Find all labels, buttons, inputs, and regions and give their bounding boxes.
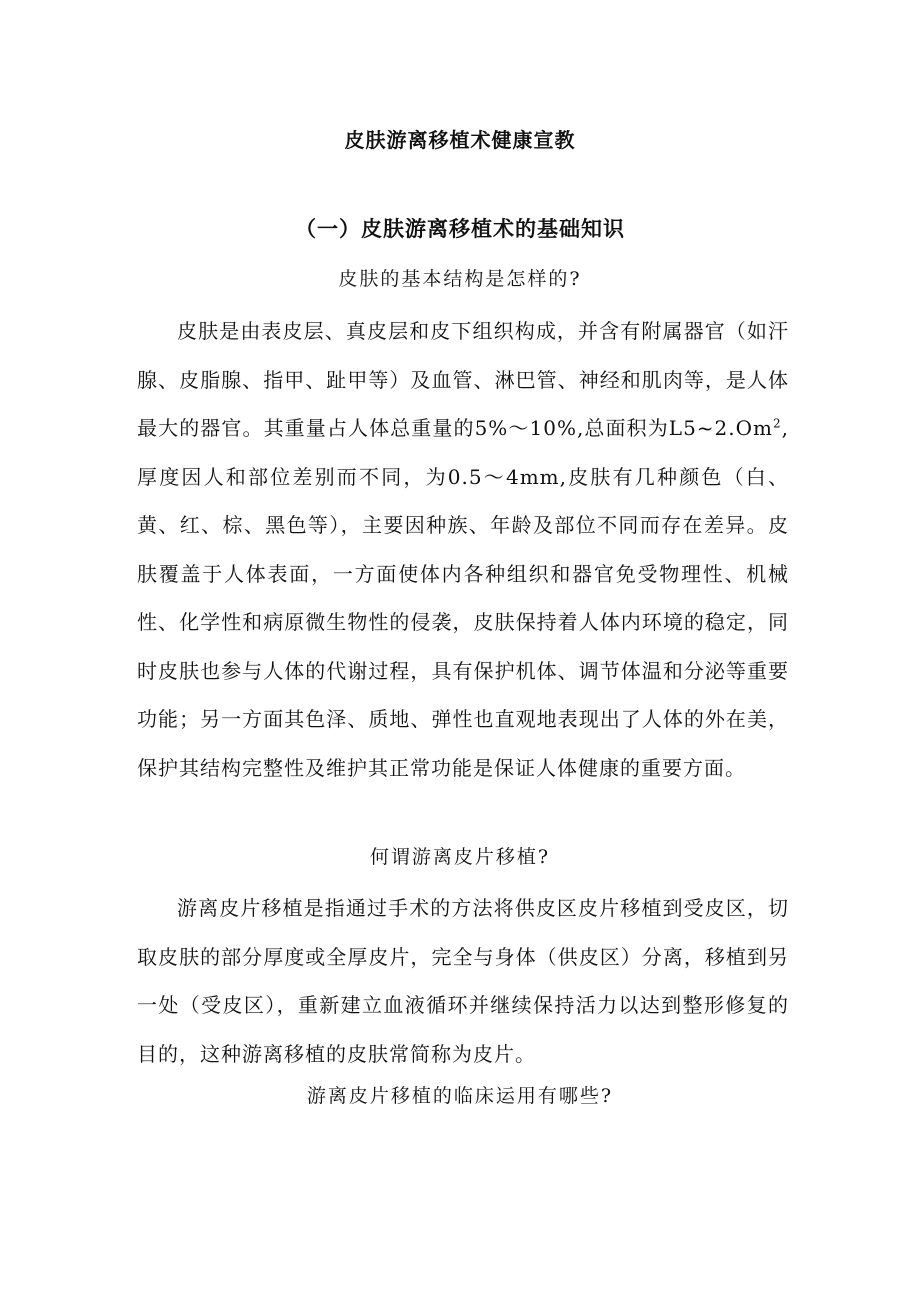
question-free-skin-graft: 何谓游离皮片移植? (369, 846, 551, 868)
paragraph-text-part-b: ,厚度因人和部位差别而不同，为0.5～4mm,皮肤有几种颜色（白、黄、红、棕、黑色等），主要因种族、年龄及部位不同而存在差异。皮肤覆盖于人体表面，一方面使体内各种组织和器官免受物理性、机械性、化学性和病原微生物性的侵袭，皮肤保持着人体内环境的稳定，同时皮肤也参与人体的代谢过程，具有保护机体、调节体温和分泌等重要功能；另一方面其色泽、质地、弹性也直观地表现出了人体的外在美，保护其结构完整性及维护其正常功能是保证人体健康的重要方面。 (137, 416, 789, 780)
question-clinical-applications: 游离皮片移植的临床运用有哪些? (306, 1085, 614, 1107)
area-unit-superscript: 2 (773, 416, 782, 431)
paragraph-skin-structure (137, 307, 789, 792)
paragraph-text-part-a: 皮肤是由表皮层、真皮层和皮下组织构成，并含有附属器官（如汗腺、皮脂腺、指甲、趾甲等）及血管、淋巴管、神经和肌肉等，是人体最大的器官。其重量占人体总重量的5%～10%,总面积为L5~2.Om (137, 319, 789, 440)
section-heading: （一）皮肤游离移植术的基础知识 (295, 216, 625, 241)
question-skin-structure: 皮肤的基本结构是怎样的? (338, 268, 582, 290)
document-title: 皮肤游离移植术健康宣教 (344, 128, 576, 152)
paragraph-free-skin-graft: 游离皮片移植是指通过手术的方法将供皮区皮片移植到受皮区，切取皮肤的部分厚度或全厚皮片，完全与身体（供皮区）分离，移植到另一处（受皮区），重新建立血液循环并继续保持活力以达到整形修复的目的，这种游离移植的皮肤常简称为皮片。 (137, 896, 789, 1066)
